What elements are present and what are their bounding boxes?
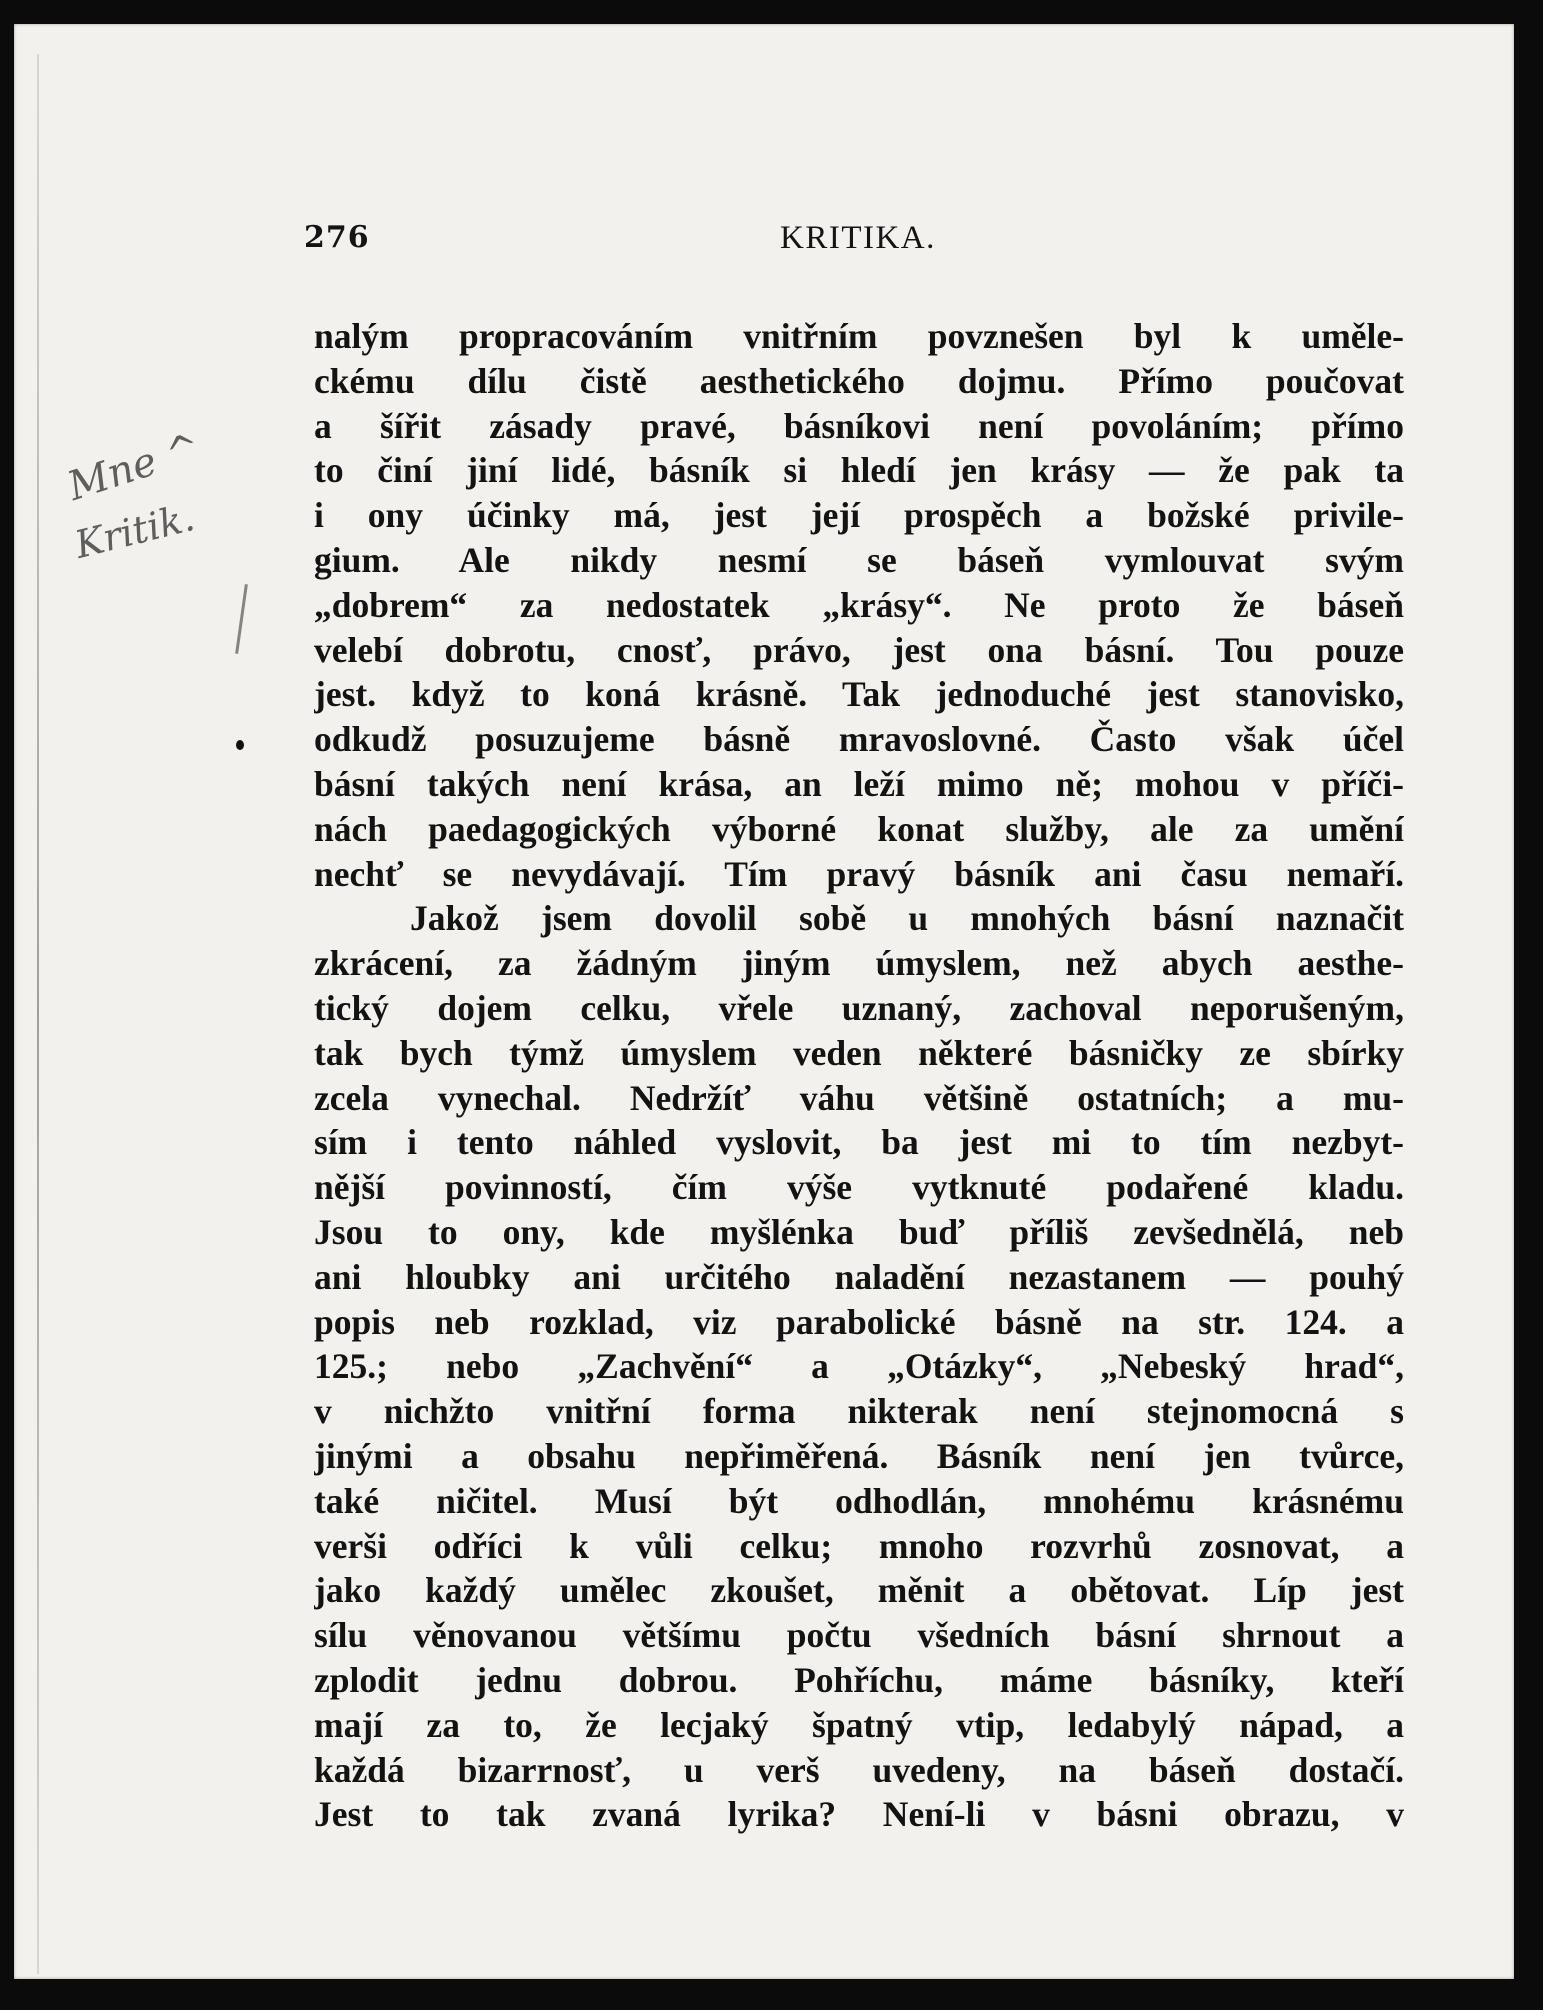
text-line: tický dojem celku, vřele uznaný, zachoval neporušeným, [314, 987, 1404, 1028]
page-number: 276 [304, 220, 370, 255]
text-line: to činí jiní lidé, básník si hledí jen krásy — že pak ta [314, 450, 1404, 491]
page-header [304, 220, 1406, 264]
text-line: „dobrem“ za nedostatek „krásy“. Ne proto že báseň [314, 584, 1404, 625]
text-line: verši odříci k vůli celku; mnoho rozvrhů zosnovat, a [314, 1525, 1404, 1566]
text-line: jest. když to koná krásně. Tak jednoduché jest stanovisko, [314, 674, 1404, 715]
text-line: jinými a obsahu nepřiměřená. Básník není jen tvůrce, [314, 1435, 1404, 1476]
text-line: a šířit zásady pravé, básníkovi není povoláním; přímo [314, 405, 1404, 446]
handwritten-margin-note: Kritik. [70, 494, 199, 568]
text-line: ckému dílu čistě aesthetického dojmu. Přímo poučovat [314, 360, 1404, 401]
text-line: i ony účinky má, jest její prospěch a božské privile- [314, 495, 1404, 536]
text-line: zplodit jednu dobrou. Pohříchu, máme básníky, kteří [314, 1659, 1404, 1700]
binding-edge [37, 54, 39, 1974]
body-text [314, 314, 1404, 1837]
text-line: zcela vynechal. Nedržíť váhu většině ostatních; a mu- [314, 1077, 1404, 1118]
text-line: nější povinností, čím výše vytknuté podařené kladu. [314, 1167, 1404, 1208]
text-line: mají za to, že lecjaký špatný vtip, ledabylý nápad, a [314, 1704, 1404, 1745]
text-line: básní takých není krása, an leží mimo ně; mohou v příči- [314, 763, 1404, 804]
text-line: nalým propracováním vnitřním povznešen byl k uměle- [314, 316, 1404, 356]
text-line: každá bizarrnosť, u verš uvedeny, na báseň dostačí. [314, 1749, 1404, 1790]
text-line: odkudž posuzujeme básně mravoslovné. Často však účel [314, 719, 1404, 760]
handwritten-margin-note: Mne ^ [62, 424, 207, 510]
text-line: nechť se nevydávají. Tím pravý básník ani času nemaří. [314, 853, 1404, 894]
text-line: ani hloubky ani určitého naladění nezastanem — pouhý [314, 1256, 1404, 1297]
text-line: zkrácení, za žádným jiným úmyslem, než abych aesthe- [314, 943, 1404, 984]
text-line: sím i tento náhled vyslovit, ba jest mi to tím nezbyt- [314, 1122, 1404, 1163]
text-line: Jsou to ony, kde myšlénka buď příliš zevšednělá, neb [314, 1211, 1404, 1252]
text-line: gium. Ale nikdy nesmí se báseň vymlouvat svým [314, 539, 1404, 580]
text-line: sílu věnovanou většímu počtu všedních básní shrnout a [314, 1615, 1404, 1656]
pencil-mark [235, 584, 248, 654]
book-page [14, 24, 1514, 1979]
text-line: popis neb rozklad, viz parabolické básně na str. 124. a [314, 1301, 1404, 1342]
text-line: také ničitel. Musí být odhodlán, mnohému krásnému [314, 1480, 1404, 1521]
running-head: KRITIKA. [780, 220, 936, 256]
text-line: Jest to tak zvaná lyrika? Není-li v básni obrazu, v [314, 1794, 1404, 1835]
ink-dot [236, 740, 244, 750]
text-line: v nichžto vnitřní forma nikterak není stejnomocná s [314, 1391, 1404, 1432]
text-line: jako každý umělec zkoušet, měnit a obětovat. Líp jest [314, 1570, 1404, 1611]
text-line: nách paedagogických výborné konat služby, ale za umění [314, 808, 1404, 849]
text-line: velebí dobrotu, cnosť, právo, jest ona básní. Tou pouze [314, 629, 1404, 670]
text-line: 125.; nebo „Zachvění“ a „Otázky“, „Nebeský hrad“, [314, 1346, 1404, 1387]
text-line: tak bych týmž úmyslem veden některé básničky ze sbírky [314, 1032, 1404, 1073]
text-line: Jakož jsem dovolil sobě u mnohých básní naznačit [410, 898, 1404, 939]
